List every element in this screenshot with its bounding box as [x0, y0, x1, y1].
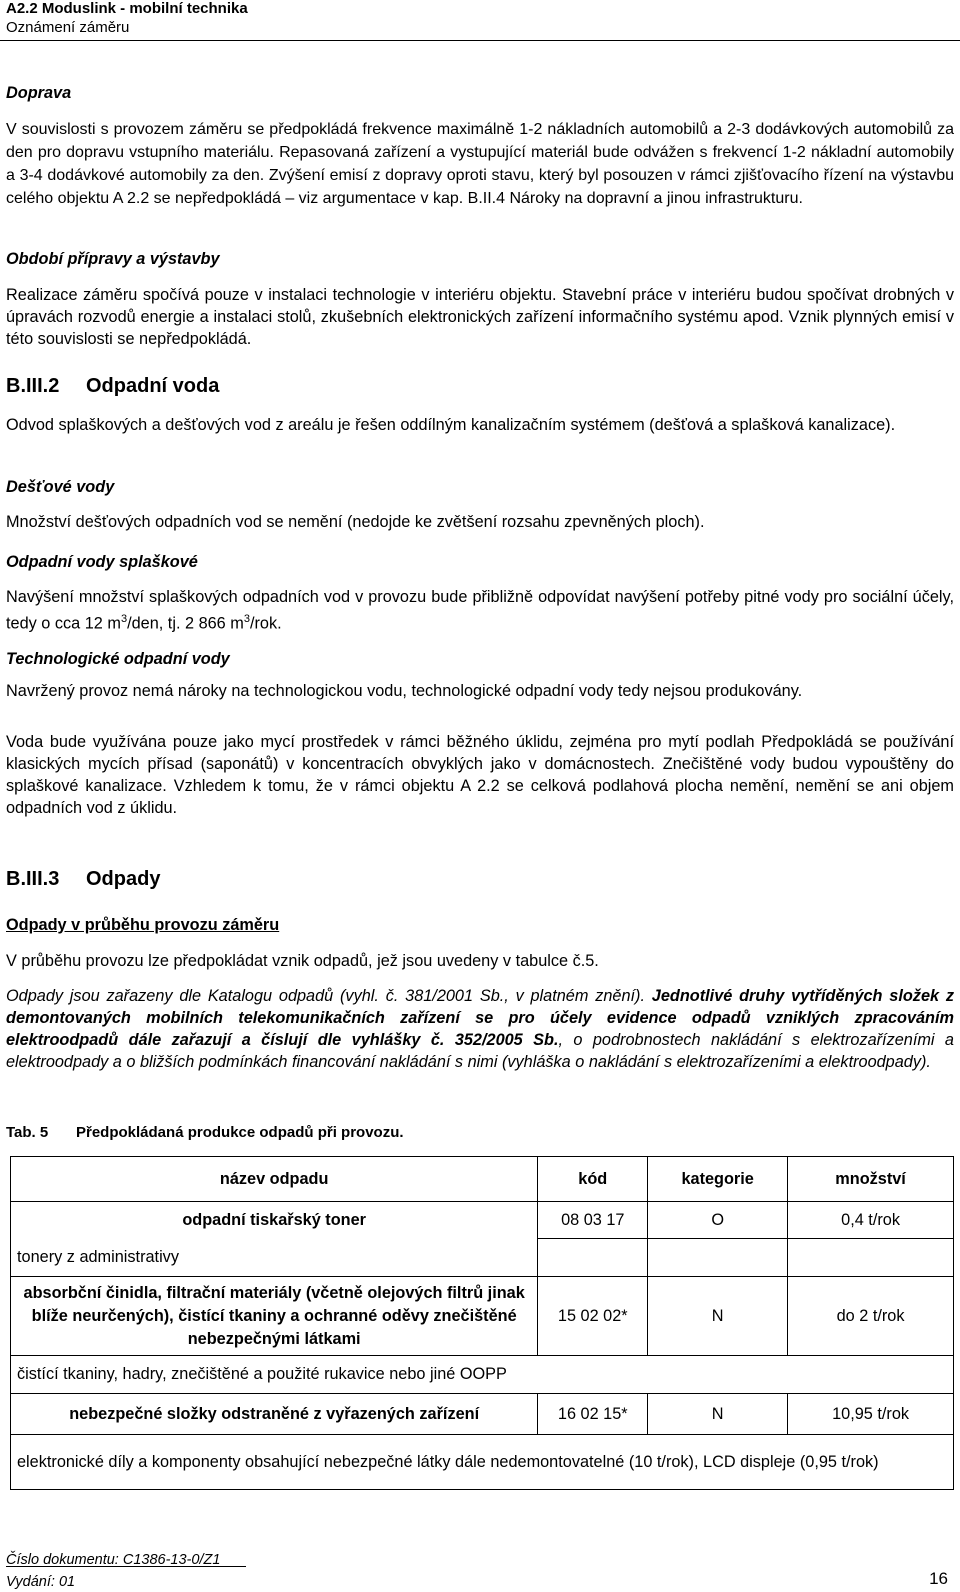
section-title-b3-2: Odpadní voda — [86, 375, 220, 397]
table-cell-row1-category: O — [648, 1202, 787, 1239]
table-cell-group1-category — [648, 1202, 788, 1277]
header-title: A2.2 Moduslink - mobilní technika — [6, 0, 248, 17]
table-cell-row2-amount: do 2 t/rok — [788, 1277, 954, 1356]
col-header-mnozstvi: množství — [788, 1157, 954, 1202]
footer-issue: Vydání: 01 — [6, 1574, 76, 1590]
table-cell-row3-code: 16 02 15* — [538, 1394, 648, 1435]
table-row — [11, 1202, 954, 1277]
paragraph-destove-vody: Množství dešťových odpadních vod se nemění (nedojde ke zvětšení rozsahu zpevněných ploch). — [6, 513, 705, 531]
heading-doprava: Doprava — [6, 84, 72, 102]
table-cell-row3-amount: 10,95 t/rok — [788, 1394, 954, 1435]
footer-page-number: 16 — [929, 1569, 948, 1588]
paragraph-doprava: V souvislosti s provozem záměru se předpokládá frekvence maximálně 1-2 nákladních automobilů a 2-3 dodávkových automobilů za den pro dopravu vstupního materiálu. Repasovaná zařízení a vystupující materiál bude odvážen s frekvencí 1-2 nákladní automobily a 3-4 dodávkové automobily za den. Zvýšení emisí z dopravy oproti stavu, který byl posouzen v rámci zjišťovacího řízení na výstavbu celého objektu A 2.2 se nepředpokládá – viz argumentace v kap. B.II.4 Nároky na dopravní a jinou infrastrukturu. — [6, 121, 954, 207]
table-row — [11, 1435, 954, 1490]
waste-table — [10, 1156, 954, 1490]
col-header-nazev: název odpadu — [11, 1157, 538, 1202]
table-cell-row2-code: 15 02 02* — [538, 1277, 648, 1356]
paragraph-odpady-1: V průběhu provozu lze předpokládat vznik odpadů, jež jsou uvedeny v tabulce č.5. — [6, 952, 599, 970]
table-cell-row2-category: N — [648, 1277, 788, 1356]
table-row — [11, 1394, 954, 1435]
table-cell-row3-category: N — [648, 1394, 788, 1435]
heading-obdobi: Období přípravy a výstavby — [6, 250, 220, 268]
header-subtitle: Oznámení záměru — [6, 19, 130, 36]
paragraph-technologicke-2: Voda bude využívána pouze jako mycí prostředek v rámci běžného úklidu, zejména pro mytí podlah Předpokládá se používání klasických mycích přísad (saponátů) v koncentracích obvyklých jako v domácnostech. Znečištěné vody budou vypouštěny do splaškové kanalizace. Vzhledem k tomu, že v rámci objektu A 2.2 se celková podlahová plocha nemění, nemění se ani objem odpadních vod z úklidu. — [6, 733, 954, 817]
table-cell-group1-amount — [788, 1202, 954, 1277]
col-header-kod: kód — [538, 1157, 648, 1202]
heading-splaskove: Odpadní vody splaškové — [6, 553, 198, 571]
table-cell-group1-label: tonery z administrativy — [17, 1248, 179, 1266]
section-number-b3-3: B.III.3 — [6, 868, 60, 890]
table-cell-note: elektronické díly a komponenty obsahující nebezpečné látky dále nedemontovatelné (10 t/rok), LCD displeje (0,95 t/rok) — [11, 1435, 954, 1490]
table-row — [11, 1356, 954, 1394]
section-title-b3-3: Odpady — [86, 868, 161, 890]
table-cell-row3-name: nebezpečné složky odstraněné z vyřazených zařízení — [11, 1394, 538, 1435]
heading-odpady-provoz: Odpady v průběhu provozu záměru — [6, 916, 280, 934]
table-header-row — [11, 1157, 954, 1202]
paragraph-obdobi: Realizace záměru spočívá pouze v instalaci technologie v interiéru objektu. Stavební práce v interiéru budou spočívat drobných v úpravách rozvodů energie a instalaci stolů, zkušebních elektronických zařízení informačního systému apod. Vznik plynných emisí v této souvislosti se nepředpokládá. — [6, 286, 954, 348]
footer-doc-number: Číslo dokumentu: C1386-13-0/Z1 — [6, 1552, 221, 1568]
table-caption-label: Tab. 5 — [6, 1124, 49, 1141]
table-cell-group2-label: čistící tkaniny, hadry, znečištěné a použité rukavice nebo jiné OOPP — [11, 1356, 954, 1394]
paragraph-odpadni-voda: Odvod splaškových a dešťových vod z areálu je řešen oddílným kanalizačním systémem (dešťová a splašková kanalizace). — [6, 416, 896, 434]
table-row — [11, 1277, 954, 1356]
heading-technologicke: Technologické odpadní vody — [6, 650, 230, 668]
table-cell-row1-name: odpadní tiskařský toner — [182, 1211, 366, 1229]
table-cell-group1 — [11, 1202, 538, 1277]
col-header-kategorie: kategorie — [648, 1157, 788, 1202]
header-divider — [0, 40, 960, 41]
table-cell-row2-name: absorbční činidla, filtrační materiály (včetně olejových filtrů jinak blíže neurčených), čistící tkaniny a ochranné oděvy znečištěné nebezpečnými látkami — [11, 1277, 538, 1356]
paragraph-odpady-2: Odpady jsou zařazeny dle Katalogu odpadů (vyhl. č. 381/2001 Sb., v platném znění). Jednotlivé druhy vytříděných složek z demontovaných mobilních telekomunikačních zařízení se pro účely evidence odpadů vzniklých zpracováním elektroodpadů dále zařazují a číslují dle vyhlášky č. 352/2005 Sb., o podrobnostech nakládání s elektrozařízeními a elektroodpady a o bližších podmínkách financování nakládání s nimi (vyhláška o nakládání s elektrozařízeními a elektroodpady). — [6, 987, 954, 1071]
table-cell-group1-code — [538, 1202, 648, 1277]
table-cell-row1-code: 08 03 17 — [538, 1202, 647, 1239]
paragraph-technologicke-1: Navržený provoz nemá nároky na technologickou vodu, technologické odpadní vody tedy nejsou produkovány. — [6, 682, 803, 700]
table-cell-row1-amount: 0,4 t/rok — [788, 1202, 953, 1239]
paragraph-splaskove: Navýšení množství splaškových odpadních vod v provozu bude přibližně odpovídat navýšení potřeby pitné vody pro sociální účely, tedy o cca 12 $m^3$/den, tj. 2 866 $m^3$/rok. — [6, 588, 954, 633]
section-number-b3-2: B.III.2 — [6, 375, 60, 397]
table-caption-text: Předpokládaná produkce odpadů při provozu. — [76, 1124, 404, 1141]
heading-destove-vody: Dešťové vody — [6, 478, 115, 496]
